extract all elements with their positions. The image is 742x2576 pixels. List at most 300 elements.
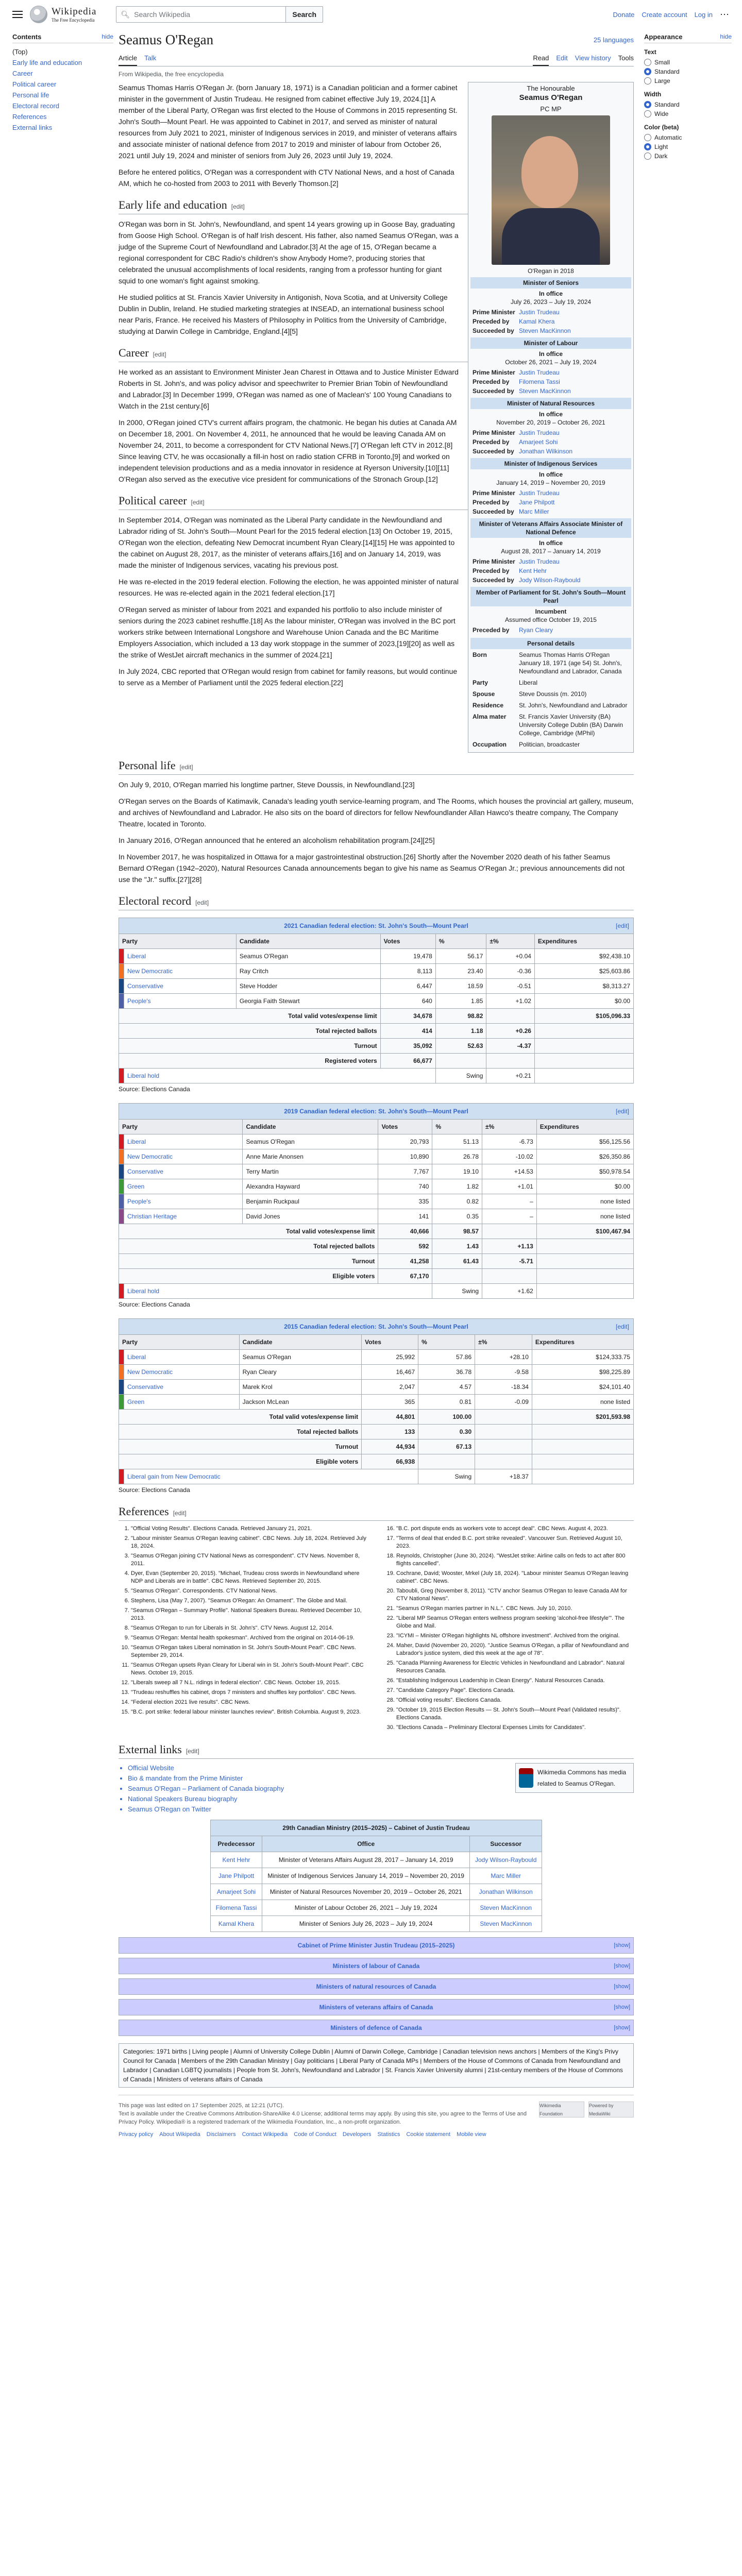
votes-cell: 20,793 (378, 1134, 432, 1149)
reference-item[interactable]: 25. "Canada Planning Awareness for Electric Vehicles in Newfoundland and Labrador". Natural Resources Canada. (396, 1659, 634, 1675)
office-title[interactable]: Minister of Seniors (470, 277, 631, 289)
body-paragraph: He studied politics at St. Francis Xavier University in Antigonish, Nova Scotia, and at University College Dublin in Dublin, Ireland. He studied marketing strategies at INSEAD, an international business school near Paris, France. He received his Masters of Philosophy in Politics from the University of Cambridge, studying at Darwin College in Cambridge, England.[4][5] (119, 293, 448, 335)
percent-cell: 26.78 (432, 1149, 482, 1164)
create-account-link[interactable]: Create account (642, 10, 687, 19)
column-header: % (435, 934, 486, 949)
total-label: Total rejected ballots (119, 1425, 362, 1439)
swing-label[interactable]: Swing (432, 1284, 482, 1299)
search-input[interactable] (116, 6, 286, 23)
edit-table-link[interactable]: [edit] (615, 922, 629, 929)
party-name[interactable]: New Democratic (124, 1149, 243, 1164)
navbox-show-button[interactable]: [show] (614, 1984, 630, 1990)
candidate-name[interactable]: Jackson McLean (239, 1395, 362, 1410)
reference-item[interactable]: 29. "October 19, 2015 Election Results — St. John's South—Mount Pearl (Validated results)". Elections Canada. (396, 1706, 634, 1722)
tab-article[interactable]: Article (119, 51, 137, 66)
expenditure-cell: $0.00 (536, 1179, 633, 1194)
total-row (119, 1039, 634, 1054)
commons-box[interactable] (515, 1763, 634, 1793)
source-note[interactable]: Source: Elections Canada (119, 1301, 190, 1308)
total-row (119, 1454, 634, 1469)
election-caption-text[interactable]: 2021 Canadian federal election: St. John's South—Mount Pearl (284, 922, 468, 929)
reference-item[interactable]: 28. "Official voting results". Elections Canada. (396, 1697, 634, 1704)
party-name[interactable]: Green (124, 1395, 240, 1410)
office-row-label: Succeeded by (473, 448, 514, 455)
predecessor[interactable]: Kent Hehr (210, 1852, 262, 1868)
source-note[interactable]: Source: Elections Canada (119, 1086, 190, 1093)
external-link[interactable]: • Official Website (128, 1763, 634, 1773)
reference-item[interactable]: 1. "Official Voting Results". Elections Canada. Retrieved January 21, 2021. (131, 1525, 368, 1533)
edit-table-link[interactable]: [edit] (615, 1323, 629, 1330)
office-row-value[interactable]: Kent Hehr (519, 567, 547, 574)
office-title[interactable]: Minister of Labour (470, 337, 631, 349)
footer-link[interactable]: Statistics (377, 2131, 400, 2138)
navbox-show-button[interactable]: [show] (614, 2004, 630, 2010)
navbox-title-text[interactable]: Ministers of defence of Canada (330, 2024, 422, 2031)
election-table (119, 1318, 634, 1484)
party-name[interactable]: New Democratic (124, 1365, 240, 1380)
reference-item[interactable]: 4. Dyer, Evan (September 20, 2015). "Michael, Trudeau cross swords in Newfoundland where NDP and Liberals are in battle". CBC News. Retrieved September 20, 2015. (131, 1570, 368, 1585)
reference-item[interactable]: 3. "Seamus O'Regan joining CTV National News as correspondent". CTV News. November 8, 2011. (131, 1552, 368, 1568)
predecessor[interactable]: Kamal Khera (210, 1916, 262, 1932)
appearance-group-label: Width (644, 91, 662, 98)
change-cell: -0.51 (486, 979, 535, 994)
table-row (119, 1350, 634, 1365)
footer-link[interactable]: Cookie statement (406, 2131, 451, 2138)
footer-link[interactable]: Developers (342, 2131, 372, 2138)
body-paragraph: In January 2016, O'Regan announced that he entered an alcoholism rehabilitation program.[24][25] (119, 836, 435, 844)
succession-header: Successor (469, 1836, 542, 1852)
main-menu-icon[interactable] (12, 11, 23, 18)
external-link[interactable]: • National Speakers Bureau biography (128, 1794, 634, 1804)
more-options-icon[interactable]: ⋯ (720, 9, 730, 20)
total-value: 67,170 (378, 1269, 432, 1284)
votes-cell: 16,467 (362, 1365, 418, 1380)
office-row (470, 437, 631, 447)
expenditure-cell: none listed (532, 1395, 633, 1410)
office-row-value[interactable]: Jane Philpott (519, 499, 555, 506)
total-label: Eligible voters (119, 1454, 362, 1469)
office-title[interactable]: Minister of Natural Resources (470, 398, 631, 409)
total-value (482, 1269, 537, 1284)
section-heading-external-links: External links [edit] (119, 1744, 634, 1759)
tab-view-history[interactable]: View history (575, 54, 611, 62)
office-row-value[interactable]: Ryan Cleary (519, 626, 553, 634)
swing-label[interactable]: Swing (435, 1069, 486, 1083)
swing-label[interactable]: Swing (418, 1469, 475, 1484)
office-row (470, 575, 631, 585)
body-paragraph: In 2000, O'Regan joined CTV's current affairs program, the chatmonic. He began his duties at Canada AM on December 18, 2001. On November 4, 2011, he announced that he would be leaving Canada AM on November 24, 2011, to become a correspondent for CTV National News.[7] O'Regan left CTV in 2012.[8] Since leaving CTV, he was occasionally a fill-in host on radio station CFRB in Toronto,[9] and worked on independent television productions and as a media innovator in residence at Ryerson University.[10][11] O'Regan also served as the executive vice president for communications of the Stronach Group.[12] (119, 418, 457, 483)
party-color-swatch (119, 1395, 124, 1410)
appearance-option[interactable] (644, 151, 732, 161)
reference-item[interactable]: 7. "Seamus O'Regan – Summary Profile". National Speakers Bureau. Retrieved December 10, 2013. (131, 1607, 368, 1622)
appearance-group-label: Text (644, 48, 656, 56)
navbox (119, 1978, 634, 1995)
candidate-name[interactable]: Seamus O'Regan (243, 1134, 378, 1149)
hold-row (119, 1069, 634, 1083)
total-value: $100,467.94 (536, 1224, 633, 1239)
last-edited: This page was last edited on 17 September 2025, at 12:21 (UTC). (119, 2103, 284, 2109)
lead-paragraph: Before he entered politics, O'Regan was a correspondent with CTV National News, and a host of Canada AM, which he co-hosted from 2003 to 2011 with Beverly Thomson.[2] (119, 168, 454, 188)
body-paragraph: In September 2014, O'Regan was nominated as the Liberal Party candidate in the Newfoundland and Labrador riding of St. John's South—Mount Pearl for the 2015 federal election.[13] On October 19, 2015, O'Regan won the election, defeating New Democrat incumbent Ryan Cleary.[14][15] He was appointed to the cabinet on August 28, 2017, as the minister of veterans affairs,[16] and on January 14, 2019, was made the minister of Indigenous services, vacating his previous post. (119, 516, 455, 569)
party-name[interactable]: Christian Heritage (124, 1209, 243, 1224)
radio-icon[interactable] (644, 110, 651, 117)
hold-label[interactable]: Liberal gain from New Democratic (124, 1469, 418, 1484)
edit-section-link[interactable]: [edit] (231, 203, 245, 210)
office-row (470, 625, 631, 635)
office-dates: October 26, 2021 – July 19, 2024 (505, 359, 597, 366)
footer-link[interactable]: About Wikipedia (159, 2131, 200, 2138)
personal-row-label: Residence (473, 702, 504, 709)
edit-table-link[interactable]: [edit] (615, 1108, 629, 1115)
office-row-value[interactable]: Steven MacKinnon (519, 327, 571, 334)
percent-cell: 57.86 (418, 1350, 475, 1365)
external-link[interactable]: • Seamus O'Regan on Twitter (128, 1804, 634, 1815)
edit-section-link[interactable]: [edit] (179, 764, 193, 771)
footer-link[interactable]: Disclaimers (206, 2131, 236, 2138)
appearance-option[interactable] (644, 67, 732, 76)
change-cell: -9.58 (475, 1365, 532, 1380)
radio-icon[interactable] (644, 134, 651, 141)
change-cell: +1.01 (482, 1179, 537, 1194)
column-header: % (432, 1120, 482, 1134)
personal-row (470, 700, 631, 711)
column-header: Party (119, 1120, 243, 1134)
percent-cell: 56.17 (435, 949, 486, 964)
total-label: Turnout (119, 1439, 362, 1454)
party-name[interactable]: Conservative (124, 1164, 243, 1179)
change-cell: +14.53 (482, 1164, 537, 1179)
reference-item[interactable]: 19. Cochrane, David; Wooster, Mrkel (July 18, 2024). "Labour minister Seamus O'Regan leaving cabinet". CBC News. (396, 1570, 634, 1585)
successor[interactable]: Jody Wilson-Raybould (469, 1852, 542, 1868)
office-row-value[interactable]: Justin Trudeau (519, 558, 560, 565)
reference-item[interactable]: 12. "Liberals sweep all 7 N.L. ridings in federal election". CBC News. October 19, 2015. (131, 1679, 368, 1687)
edit-section-link[interactable]: [edit] (195, 899, 209, 906)
total-row (119, 1024, 634, 1039)
tab-talk[interactable]: Talk (144, 54, 157, 62)
toc-hide-button[interactable]: hide (102, 33, 113, 40)
reference-item[interactable]: 10. "Seamus O'Regan takes Liberal nomination in St. John's South-Mount Pearl". CBC News. September 29, 2014. (131, 1644, 368, 1659)
appearance-option[interactable] (644, 142, 732, 151)
reference-item[interactable]: 5. "Seamus O'Regan". Correspondents. CTV National News. (131, 1587, 368, 1595)
footer-link[interactable]: Mobile view (457, 2131, 486, 2138)
votes-cell: 740 (378, 1179, 432, 1194)
appearance-option[interactable] (644, 133, 732, 142)
toc-item-career[interactable]: Career (12, 70, 33, 77)
candidate-name[interactable]: Anne Marie Anonsen (243, 1149, 378, 1164)
office-status: Incumbent (535, 608, 567, 615)
office-row (470, 386, 631, 396)
reference-item[interactable]: 26. "Establishing Indigenous Leadership in Clean Energy". Natural Resources Canada. (396, 1677, 634, 1685)
office: Minister of Natural Resources November 20, 2019 – October 26, 2021 (262, 1884, 470, 1900)
total-value: 67.13 (418, 1439, 475, 1454)
office-row-value[interactable]: Marc Miller (519, 508, 549, 515)
candidate-name[interactable]: Steve Hodder (236, 979, 380, 994)
search-button[interactable]: Search (286, 6, 323, 23)
party-name[interactable]: People's (124, 1194, 243, 1209)
party-name[interactable]: Conservative (124, 1380, 240, 1395)
reference-item[interactable]: 13. "Trudeau reshuffles his cabinet, drops 7 ministers and shuffles key portfolios". CBC News. (131, 1689, 368, 1697)
percent-cell: 4.57 (418, 1380, 475, 1395)
office-dates: Assumed office October 19, 2015 (505, 616, 597, 623)
party-name[interactable]: People's (124, 994, 237, 1009)
candidate-name[interactable]: Georgia Faith Stewart (236, 994, 380, 1009)
candidate-name[interactable]: Ryan Cleary (239, 1365, 362, 1380)
candidate-name[interactable]: Alexandra Hayward (243, 1179, 378, 1194)
reference-item[interactable]: 22. "Liberal MP Seamus O'Regan enters wellness program seeking 'alcohol-free lifestyle'". The Globe and Mail. (396, 1615, 634, 1630)
office-row-label: Preceded by (473, 438, 510, 446)
log-in-link[interactable]: Log in (694, 10, 713, 19)
category-links[interactable]: Categories: 1971 births | Living people | Alumni of University College Dublin | Alumni of Darwin College, Cambridge | Canadian television news anchors | Members of the King's Privy Council for Canada | Members of the 29th Canadian Ministry | Gay politicians | Liberal Party of Canada MPs | Members of the House of Commons of Canada from Newfoundland and Labrador | Canadian LGBTQ journalists | People from St. John's, Newfoundland and Labrador | St. Francis Xavier University alumni | 21st-century members of the House of Commons of Canada | Ministers of veterans affairs of Canada (119, 2043, 634, 2088)
reference-item[interactable]: 30. "Elections Canada – Preliminary Electoral Expenses Limits for Candidates". (396, 1724, 634, 1732)
office-row-label: Prime Minister (473, 558, 515, 565)
navbox-show-button[interactable]: [show] (614, 1963, 630, 1969)
source-note[interactable]: Source: Elections Canada (119, 1486, 190, 1494)
total-value (475, 1454, 532, 1469)
total-value: 1.43 (432, 1239, 482, 1254)
appearance-option[interactable] (644, 109, 732, 118)
reference-item[interactable]: 9. "Seamus O'Regan: Mental health spokesman". Archived from the original on 2014-06-19. (131, 1634, 368, 1642)
office-row-value[interactable]: Filomena Tassi (519, 378, 560, 385)
candidate-name[interactable]: David Jones (243, 1209, 378, 1224)
reference-item[interactable]: 23. "ICYMI – Minister O'Regan highlights NL offshore investment". Archived from the original. (396, 1632, 634, 1640)
personal-row-label: Occupation (473, 741, 507, 748)
total-label: Turnout (119, 1039, 381, 1054)
total-label: Eligible voters (119, 1269, 378, 1284)
external-link[interactable]: • Seamus O'Regan – Parliament of Canada biography (128, 1784, 634, 1794)
reference-item[interactable]: 2. "Labour minister Seamus O'Regan leaving cabinet". CBC News. July 18, 2024. Retrieved July 18, 2024. (131, 1535, 368, 1550)
appearance-option-label: Small (654, 59, 670, 66)
toc-item-political-career[interactable]: Political career (12, 80, 57, 88)
toc-item-personal-life[interactable]: Personal life (12, 91, 49, 99)
party-name[interactable]: Liberal (124, 949, 237, 964)
percent-cell: 1.82 (432, 1179, 482, 1194)
reference-item[interactable]: 14. "Federal election 2021 live results". CBC News. (131, 1699, 368, 1706)
expenditure-cell: $50,978.54 (536, 1164, 633, 1179)
office-status: In office (538, 411, 563, 418)
column-header: Expenditures (532, 1335, 633, 1350)
office-title[interactable]: Minister of Veterans Affairs Associate Minister of National Defence (470, 518, 631, 538)
radio-icon[interactable] (644, 101, 651, 108)
personal-row (470, 677, 631, 688)
total-label: Registered voters (119, 1054, 381, 1069)
reference-item[interactable]: 11. "Seamus O'Regan upsets Ryan Cleary for Liberal win in St. John's South-Mount Pearl". CBC News. October 19, 2015. (131, 1662, 368, 1677)
navbox-title-text[interactable]: Ministers of veterans affairs of Canada (319, 2004, 433, 2011)
edit-section-link[interactable]: [edit] (173, 1510, 187, 1517)
party-color-swatch (119, 1284, 124, 1299)
column-header: ±% (475, 1335, 532, 1350)
hold-label[interactable]: Liberal hold (124, 1284, 432, 1299)
commons-logo-icon (519, 1768, 533, 1788)
navbox-show-button[interactable]: [show] (614, 2025, 630, 2031)
tab-tools[interactable]: Tools (618, 54, 634, 62)
navbox-title-text[interactable]: Ministers of natural resources of Canada (316, 1983, 436, 1990)
office-row-value[interactable]: Justin Trudeau (519, 309, 560, 316)
reference-item[interactable]: 27. "Candidate Category Page". Elections Canada. (396, 1687, 634, 1694)
reference-item[interactable]: 24. Maher, David (November 20, 2020). "Justice Seamus O'Regan, a pillar of Newfoundland and Labrador's justice system, died this week at the age of 78". (396, 1642, 634, 1657)
portrait-image[interactable] (492, 115, 610, 265)
edit-section-link[interactable]: [edit] (153, 351, 166, 358)
appearance-option-label: Automatic (654, 134, 682, 141)
tab-edit[interactable]: Edit (556, 54, 568, 62)
party-color-swatch (119, 1469, 124, 1484)
reference-item[interactable]: 16. "B.C. port dispute ends as workers vote to accept deal". CBC News. August 4, 2023. (396, 1525, 634, 1533)
section-heading-early-life: Early life and education [edit] (119, 199, 634, 214)
edit-section-link[interactable]: [edit] (185, 1748, 199, 1755)
office-row-value[interactable]: Justin Trudeau (519, 369, 560, 376)
election-caption (119, 1318, 634, 1334)
total-value: 66,677 (380, 1054, 435, 1069)
successor[interactable]: Marc Miller (469, 1868, 542, 1884)
office-row-value[interactable]: Jonathan Wilkinson (519, 448, 573, 455)
reference-item[interactable]: 17. "Terms of deal that ended B.C. port strike revealed". Vancouver Sun. Retrieved August 10, 2023. (396, 1535, 634, 1550)
external-link[interactable]: • Bio & mandate from the Prime Minister (128, 1773, 634, 1784)
infobox-post-nominals: PC MP (540, 105, 562, 113)
language-button[interactable]: 25 languages (593, 36, 634, 44)
total-value: 44,801 (362, 1410, 418, 1425)
appearance-panel (634, 29, 732, 2145)
navbox-show-button[interactable]: [show] (614, 1942, 630, 1948)
reference-item[interactable]: 15. "B.C. port strike: federal labour minister launches review". British Columbia. August 9, 2023. (131, 1708, 368, 1716)
total-value: -5.71 (482, 1254, 537, 1269)
total-value: 98.82 (435, 1009, 486, 1024)
predecessor[interactable]: Amarjeet Sohi (210, 1884, 262, 1900)
office-row (470, 498, 631, 507)
succession-header: Office (262, 1836, 470, 1852)
candidate-name[interactable]: Ray Critch (236, 964, 380, 979)
percent-cell: 19.10 (432, 1164, 482, 1179)
office-row-value[interactable]: Justin Trudeau (519, 489, 560, 497)
party-color-swatch (119, 979, 124, 994)
edit-section-link[interactable]: [edit] (191, 499, 205, 506)
navbox-title (119, 1999, 633, 2015)
succession-row (210, 1852, 542, 1868)
total-value (532, 1454, 633, 1469)
candidate-name[interactable]: Marek Krol (239, 1380, 362, 1395)
party-name[interactable]: Liberal (124, 1134, 243, 1149)
office-title[interactable]: Minister of Indigenous Services (470, 458, 631, 469)
reference-item[interactable]: 21. "Seamus O'Regan marries partner in N.L.". CBC News. July 10, 2010. (396, 1605, 634, 1613)
total-value: 44,934 (362, 1439, 418, 1454)
total-value: 61.43 (432, 1254, 482, 1269)
successor[interactable]: Steven MacKinnon (469, 1900, 542, 1916)
toc-item-electoral-record[interactable]: Electoral record (12, 102, 60, 110)
hold-label[interactable]: Liberal hold (124, 1069, 436, 1083)
office-row (470, 566, 631, 575)
office-title[interactable]: Member of Parliament for St. John's South—Mount Pearl (470, 587, 631, 606)
navbox (119, 1937, 634, 1954)
wikipedia-logo[interactable] (30, 6, 96, 23)
percent-cell: 18.59 (435, 979, 486, 994)
total-value: +1.13 (482, 1239, 537, 1254)
footer-link[interactable]: Code of Conduct (294, 2131, 336, 2138)
navbox-title (119, 2020, 633, 2036)
toc-item-top[interactable]: (Top) (12, 48, 28, 56)
table-row (119, 1164, 634, 1179)
radio-icon[interactable] (644, 77, 651, 84)
appearance-hide-button[interactable]: hide (720, 33, 732, 40)
personal-row-label: Born (473, 651, 487, 658)
appearance-option[interactable] (644, 58, 732, 67)
total-value: 100.00 (418, 1410, 475, 1425)
search-placeholder: Search Wikipedia (134, 10, 191, 19)
reference-item[interactable]: 18. Reynolds, Christopher (June 30, 2024). "WestJet strike: Airline calls on feds to act after 800 flights cancelled". (396, 1552, 634, 1568)
reference-item[interactable]: 6. Stephens, Lisa (May 7, 2007). "Seamus O'Regan: An Ornament". The Globe and Mail. (131, 1597, 368, 1605)
swing-value: +18.37 (475, 1469, 532, 1484)
election-caption-text[interactable]: 2019 Canadian federal election: St. John's South—Mount Pearl (284, 1108, 468, 1115)
office-row-value[interactable]: Jody Wilson-Raybould (519, 577, 581, 584)
table-row (119, 1395, 634, 1410)
tab-read[interactable]: Read (533, 51, 549, 66)
succession-row (210, 1868, 542, 1884)
navbox-title-text[interactable]: Cabinet of Prime Minister Justin Trudeau (2015–2025) (297, 1942, 455, 1949)
candidate-name[interactable]: Terry Martin (243, 1164, 378, 1179)
party-color-swatch (119, 1179, 124, 1194)
percent-cell: 51.13 (432, 1134, 482, 1149)
appearance-option-label: Wide (654, 110, 669, 117)
office-row-value[interactable]: Justin Trudeau (519, 429, 560, 436)
footer-link[interactable]: Contact Wikipedia (242, 2131, 288, 2138)
donate-link[interactable]: Donate (613, 10, 635, 19)
predecessor[interactable]: Jane Philpott (210, 1868, 262, 1884)
wikimedia-foundation-logo[interactable]: Wikimedia Foundation (539, 2102, 584, 2117)
reference-item[interactable]: 8. "Seamus O'Regan to run for Liberals in St. John's". CTV News. August 12, 2014. (131, 1624, 368, 1632)
successor[interactable]: Steven MacKinnon (469, 1916, 542, 1932)
footer-link[interactable]: Privacy policy (119, 2131, 154, 2138)
office-row-label: Prime Minister (473, 489, 515, 497)
party-name[interactable]: New Democratic (124, 964, 237, 979)
page-footer (119, 2095, 634, 2145)
office-row (470, 488, 631, 498)
navbox-title-text[interactable]: Ministers of labour of Canada (332, 1962, 420, 1970)
appearance-option[interactable] (644, 100, 732, 109)
tagline: From Wikipedia, the free encyclopedia (119, 71, 224, 78)
change-cell: +0.04 (486, 949, 535, 964)
toc-item-references[interactable]: References (12, 113, 47, 121)
candidate-name[interactable]: Benjamin Ruckpaul (243, 1194, 378, 1209)
party-name[interactable]: Liberal (124, 1350, 240, 1365)
total-label: Total valid votes/expense limit (119, 1410, 362, 1425)
radio-icon[interactable] (644, 59, 651, 66)
appearance-option-label: Light (654, 143, 668, 150)
party-name[interactable]: Conservative (124, 979, 237, 994)
radio-icon[interactable] (644, 152, 651, 160)
radio-icon[interactable] (644, 68, 651, 75)
appearance-option[interactable] (644, 76, 732, 86)
office-row-value[interactable]: Amarjeet Sohi (519, 438, 558, 446)
candidate-name[interactable]: Seamus O'Regan (239, 1350, 362, 1365)
radio-icon[interactable] (644, 143, 651, 150)
toc-item-early-life[interactable]: Early life and education (12, 59, 82, 66)
election-caption-text[interactable]: 2015 Canadian federal election: St. John's South—Mount Pearl (284, 1323, 468, 1330)
column-header: Party (119, 934, 237, 949)
swing-value: +0.21 (486, 1069, 535, 1083)
table-row (119, 1380, 634, 1395)
election-block (119, 918, 634, 1095)
total-value (432, 1269, 482, 1284)
candidate-name[interactable]: Seamus O'Regan (236, 949, 380, 964)
search-form (116, 6, 323, 23)
predecessor[interactable]: Filomena Tassi (210, 1900, 262, 1916)
successor[interactable]: Jonathan Wilkinson (469, 1884, 542, 1900)
mediawiki-logo[interactable]: Powered by MediaWiki (588, 2102, 634, 2117)
office-row-value[interactable]: Kamal Khera (519, 318, 555, 325)
party-name[interactable]: Green (124, 1179, 243, 1194)
reference-item[interactable]: 20. Taboubli, Greg (November 8, 2011). "CTV anchor Seamus O'Regan to leave Canada AM for CTV National News". (396, 1587, 634, 1603)
toc-item-external-links[interactable]: External links (12, 124, 53, 131)
expenditure-cell: $124,333.75 (532, 1350, 633, 1365)
office-row-value[interactable]: Steven MacKinnon (519, 387, 571, 395)
section-heading-political-career: Political career [edit] (119, 495, 634, 510)
